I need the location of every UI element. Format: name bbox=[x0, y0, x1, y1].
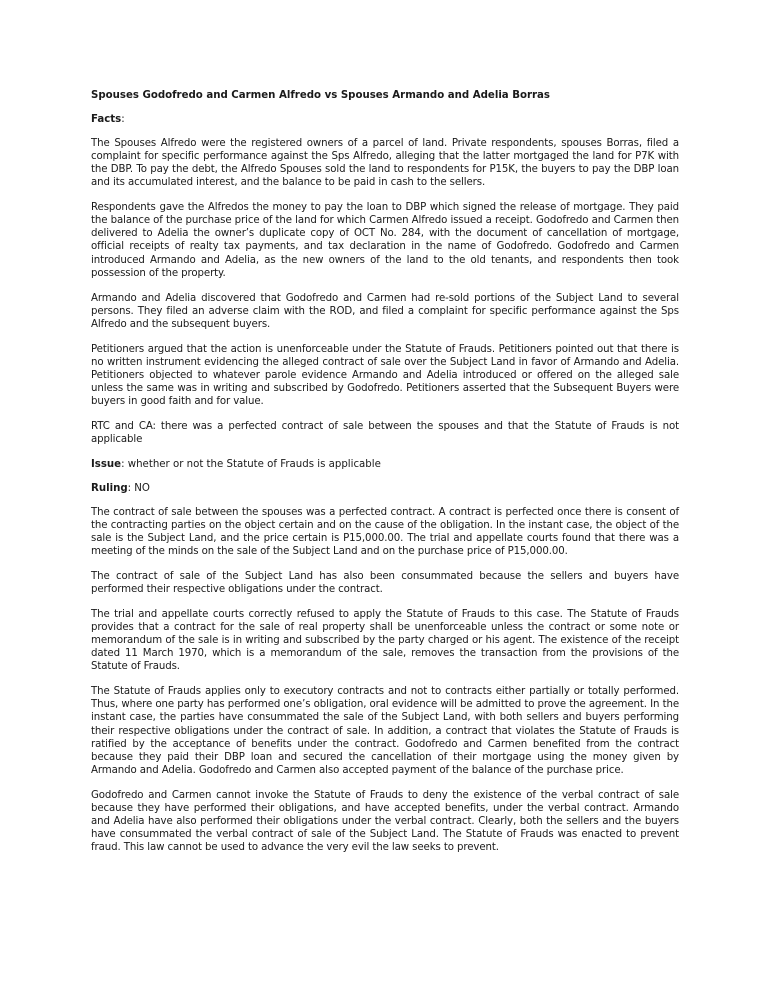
ruling-line bbox=[91, 482, 679, 495]
document-page bbox=[91, 89, 679, 866]
facts-colon: : bbox=[121, 114, 125, 125]
ruling-paragraph: The Statute of Frauds applies only to executory contracts and not to contracts either partially or totally performed. Thus, where one party has performed one’s obligation, oral evidence will be admitted to prove the agreement. In the instant case, the parties have consummated the sale of the Subject Land, with both sellers and buyers performing their respective obligations under the contract of sale. In addition, a contract that violates the Statute of Frauds is ratified by the acceptance of benefits under the contract. Godofredo and Carmen benefited from the contract because they paid their DBP loan and secured the cancellation of their mortgage using the money given by Armando and Adelia. Godofredo and Carmen also accepted payment of the balance of the purchase price. bbox=[91, 686, 679, 776]
facts-paragraph: Respondents gave the Alfredos the money to pay the loan to DBP which signed the release of mortgage. They paid the balance of the purchase price of the land for which Carmen Alfredo issued a receipt. Godofredo and Carmen then delivered to Adelia the owner’s duplicate copy of OCT No. 284, with the document of cancellation of mortgage, official receipts of realty tax payments, and tax declaration in the name of Godofredo. Godofredo and Carmen introduced Armando and Adelia, as the new owners of the land to the old tenants, and respondents then took possession of the property. bbox=[91, 202, 679, 279]
facts-label: Facts bbox=[91, 114, 122, 125]
ruling-paragraph: The trial and appellate courts correctly refused to apply the Statute of Frauds to this case. The Statute of Frauds provides that a contract for the sale of real property shall be unenforceable unless the contract or some note or memorandum of the sale is in writing and subscribed by the party charged or his agent. The existence of the receipt dated 11 March 1970, which is a memorandum of the sale, removes the transaction from the provisions of the Statute of Frauds. bbox=[91, 609, 679, 673]
ruling-label: Ruling bbox=[91, 482, 128, 494]
facts-heading bbox=[91, 113, 679, 126]
ruling-paragraph: The contract of sale between the spouses was a perfected contract. A contract is perfected once there is consent of the contracting parties on the object certain and on the cause of the obligation. In the instant case, the object of the sale is the Subject Land, and the price certain is P15,000.00. The trial and appellate courts found that there was a meeting of the minds on the sale of the Subject Land and on the purchase price of P15,000.00. bbox=[91, 506, 679, 558]
facts-paragraph: RTC and CA: there was a perfected contract of sale between the spouses and that the Statute of Frauds is not applicable bbox=[91, 420, 679, 445]
issue-line bbox=[91, 458, 679, 471]
facts-paragraph: Petitioners argued that the action is unenforceable under the Statute of Frauds. Petitioners pointed out that there is no written instrument evidencing the alleged contract of sale over the Subject Land in favor of Armando and Adelia. Petitioners objected to whatever parole evidence Armando and Adelia introduced or offered on the alleged sale unless the same was in writing and subscribed by Godofredo. Petitioners asserted that the Subsequent Buyers were buyers in good faith and for value. bbox=[91, 343, 679, 407]
ruling-text: : NO bbox=[127, 482, 150, 494]
issue-label: Issue bbox=[91, 458, 122, 470]
ruling-paragraph: The contract of sale of the Subject Land has also been consummated because the sellers and buyers have performed their respective obligations under the contract. bbox=[91, 571, 679, 596]
facts-paragraph: Armando and Adelia discovered that Godofredo and Carmen had re-sold portions of the Subject Land to several persons. They filed an adverse claim with the ROD, and filed a complaint for specific performance against the Sps Alfredo and the subsequent buyers. bbox=[91, 292, 679, 330]
facts-paragraph: The Spouses Alfredo were the registered owners of a parcel of land. Private respondents, spouses Borras, filed a complaint for specific performance against the Sps Alfredo, alleging that the latter mortgaged the land for P7K with the DBP. To pay the debt, the Alfredo Spouses sold the land to respondents for P15K, the buyers to pay the DBP loan and its accumulated interest, and the balance to be paid in cash to the sellers. bbox=[91, 138, 679, 189]
issue-text: : whether or not the Statute of Frauds is applicable bbox=[121, 458, 381, 470]
ruling-paragraph: Godofredo and Carmen cannot invoke the Statute of Frauds to deny the existence of the verbal contract of sale because they have performed their obligations, and have accepted benefits, under the verbal contract. Armando and Adelia have also performed their obligations under the verbal contract. Clearly, both the sellers and the buyers have consummated the verbal contract of sale of the Subject Land. The Statute of Frauds was enacted to prevent fraud. This law cannot be used to advance the very evil the law seeks to prevent. bbox=[91, 789, 679, 854]
document-title: Spouses Godofredo and Carmen Alfredo vs Spouses Armando and Adelia Borras bbox=[91, 90, 550, 101]
